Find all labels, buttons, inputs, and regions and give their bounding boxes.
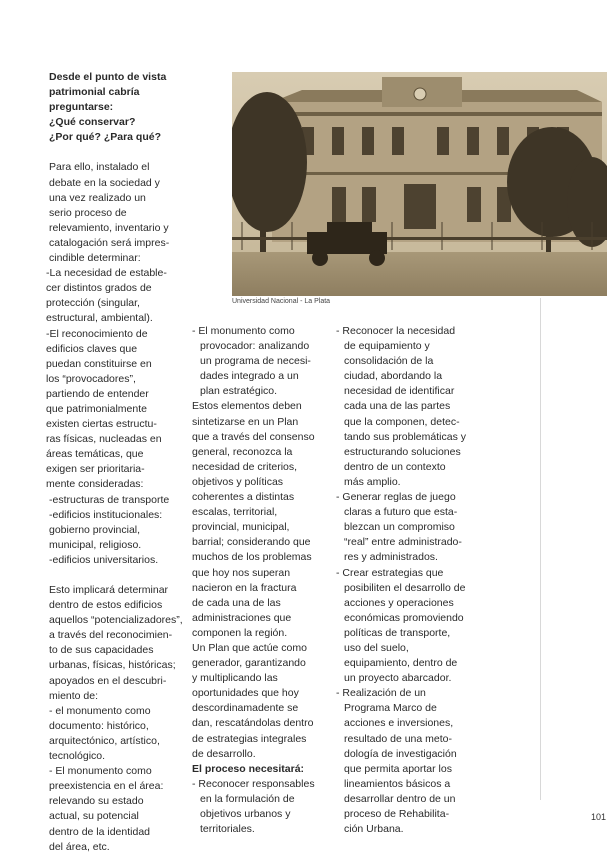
text-line: barrial; considerando que (192, 536, 311, 549)
text-line: más amplio. (344, 475, 401, 488)
text-line: de equipamiento y (344, 340, 430, 353)
text-line: Desde el punto de vista (49, 71, 167, 83)
paragraph (192, 399, 332, 761)
text-line: - El monumento como (192, 325, 295, 337)
text-line: coherentes a distintas (192, 491, 295, 504)
text-line: existen ciertas estructu- (46, 418, 157, 431)
text-line: serio proceso de (49, 206, 127, 219)
text-line: muchos de los problemas (192, 551, 312, 564)
text-line: -El reconocimiento de (46, 327, 148, 340)
text-line: una vez realizado un (49, 191, 146, 204)
text-line: documento: histórico, (49, 719, 149, 732)
text-line: acciones e inversiones, (344, 717, 454, 730)
text-line: acciones y operaciones (344, 596, 454, 609)
text-line: lineamientos básicos a (344, 777, 451, 790)
text-line: arquitectónico, artístico, (49, 734, 160, 747)
text-line: oportunidades que hoy (192, 687, 299, 700)
text-line: de cada una de las (192, 596, 281, 609)
text-line: componen la región. (192, 626, 288, 639)
text-line: provocador: analizando (200, 340, 310, 353)
text-line: mente consideradas: (46, 478, 144, 491)
text-line: preexistencia en el área: (49, 780, 164, 793)
text-line: uso del suelo, (344, 641, 409, 654)
text-line: “real” entre administrado- (344, 536, 462, 549)
text-line: administraciones que (192, 611, 292, 624)
text-line: - Reconocer la necesidad (336, 325, 456, 337)
text-line: actual, su potencial (49, 810, 139, 823)
paragraph (49, 583, 184, 704)
text-line: - Realización de un (336, 687, 426, 700)
text-line: Un Plan que actúe como (192, 641, 307, 654)
text-line: Programa Marco de (344, 702, 437, 715)
text-line: de estrategias integrales (192, 732, 307, 745)
list-item (46, 266, 184, 326)
photo-caption: Universidad Nacional - La Plata (232, 298, 331, 305)
list-item (46, 327, 184, 493)
text-line: patrimonial cabría (49, 86, 140, 99)
text-line: -edificios universitarios. (49, 553, 159, 566)
text-line: que la componen, detec- (344, 415, 460, 428)
text-line: nacieron en la fractura (192, 581, 297, 594)
text-line: edificios claves que (46, 342, 138, 355)
text-line: sintetizarse en un Plan (192, 415, 299, 428)
sub-list (49, 493, 184, 568)
text-line: plan estratégico. (200, 385, 278, 398)
list-item (192, 324, 332, 399)
text-line: dentro de estos edificios (49, 599, 163, 612)
university-photo (232, 72, 607, 296)
text-line: áreas temáticas, que (46, 448, 144, 461)
list-item (49, 764, 184, 855)
text-line: dentro de un contexto (344, 460, 446, 473)
text-line: protección (singular, (46, 297, 140, 310)
text-line: -edificios institucionales: (49, 508, 163, 521)
text-line: gobierno provincial, (49, 523, 141, 536)
text-line: necesidad de identificar (344, 385, 455, 398)
text-line: resultado de una meto- (344, 732, 452, 745)
section-heading (49, 70, 184, 145)
text-line: Para ello, instalado el (49, 161, 150, 174)
text-line: dan, rescatándolas dentro (192, 717, 314, 730)
text-line: relevando su estado (49, 795, 144, 808)
text-line: un programa de necesi- (200, 355, 311, 368)
text-line: dentro de la identidad (49, 825, 150, 838)
text-line: miento de: (49, 689, 99, 702)
text-line: objetivos y políticas (192, 475, 284, 488)
text-line: cada una de las partes (344, 400, 451, 413)
text-line: - Generar reglas de juego (336, 491, 456, 504)
text-line: ras físicas, nucleadas en (46, 433, 162, 446)
text-line: cer distintos grados de (46, 282, 152, 295)
text-line: equipamiento, dentro de (344, 657, 458, 670)
text-line: ción Urbana. (344, 823, 404, 836)
text-line: exigen ser prioritaria- (46, 463, 145, 476)
list-item (336, 324, 468, 490)
text-line: y multiplicando las (192, 672, 278, 685)
text-line: desarrollar dentro de un (344, 792, 456, 805)
text-line: un proyecto abarcador. (344, 672, 452, 685)
text-line: a través del reconocimien- (49, 629, 173, 642)
text-line: aquellos “potencializadores”, (49, 614, 183, 627)
page-number: 101 (590, 812, 606, 822)
text-line: apoyados en el descubri- (49, 674, 167, 687)
text-line: del área, etc. (49, 840, 110, 853)
text-line: políticas de transporte, (344, 626, 451, 639)
column-1 (46, 70, 184, 855)
text-line: estructurando soluciones (344, 445, 461, 458)
divider (540, 298, 541, 800)
column-2 (192, 324, 332, 837)
text-line: to de sus capacidades (49, 644, 154, 657)
text-line: descordinamadente se (192, 702, 299, 715)
text-line: los “provocadores”, (46, 372, 136, 385)
text-line: claras a futuro que esta- (344, 506, 458, 519)
text-line: dología de investigación (344, 747, 457, 760)
text-line: territoriales. (200, 823, 255, 836)
text-line: proceso de Rehabilita- (344, 808, 450, 820)
intro-paragraph (49, 160, 184, 266)
text-line: - Reconocer responsables (192, 777, 315, 790)
text-line: cindible determinar: (49, 252, 141, 265)
text-line: ¿Por qué? ¿Para qué? (49, 131, 162, 144)
text-line: posibiliten el desarrollo de (344, 581, 466, 594)
text-line: Estos elementos deben (192, 400, 302, 413)
text-line: res y administrados. (344, 551, 438, 564)
list-item (336, 566, 468, 687)
text-line: dades integrado a un (200, 370, 299, 383)
text-line: de desarrollo. (192, 747, 256, 760)
text-line: tecnológico. (49, 750, 106, 763)
text-line: estructural, ambiental). (46, 312, 153, 325)
text-line: tando sus problemáticas y (344, 430, 466, 443)
list-item (336, 490, 468, 565)
text-line: blezcan un compromiso (344, 521, 455, 534)
text-line: urbanas, físicas, históricas; (49, 659, 176, 672)
list-item (336, 686, 468, 837)
text-line: relevamiento, inventario y (49, 221, 169, 234)
text-line: puedan constituirse en (46, 357, 152, 370)
column-3 (336, 324, 468, 837)
list-item (192, 777, 332, 837)
text-line: -La necesidad de estable- (46, 267, 167, 280)
text-line: escalas, territorial, (192, 506, 278, 519)
text-line: Esto implicará determinar (49, 584, 169, 596)
text-line: económicas promoviendo (344, 611, 464, 624)
text-line: que hoy nos superan (192, 566, 291, 579)
text-line: catalogación será impres- (49, 236, 170, 249)
list-item (49, 704, 184, 764)
text-line: objetivos urbanos y (200, 808, 291, 820)
text-line: - El monumento como (49, 765, 152, 778)
text-line: ciudad, abordando la (344, 370, 443, 383)
text-line: municipal, religioso. (49, 538, 142, 551)
text-line: - Crear estrategias que (336, 566, 444, 579)
subheading: El proceso necesitará: (192, 762, 305, 775)
text-line: - el monumento como (49, 704, 151, 717)
text-line: -estructuras de transporte (49, 493, 170, 506)
text-line: que permita aportar los (344, 762, 452, 775)
text-line: provincial, municipal, (192, 521, 290, 534)
text-line: partiendo de entender (46, 387, 149, 400)
text-line: que a través del consenso (192, 430, 315, 443)
text-line: preguntarse: (49, 101, 114, 114)
text-line: en la formulación de (200, 792, 295, 805)
text-line: ¿Qué conservar? (49, 116, 136, 129)
text-line: necesidad de criterios, (192, 460, 298, 473)
text-line: consolidación de la (344, 355, 434, 368)
text-line: debate en la sociedad y (49, 176, 160, 189)
text-line: que patrimonialmente (46, 402, 147, 415)
text-line: generador, garantizando (192, 657, 306, 670)
text-line: general, reconozca la (192, 445, 293, 458)
